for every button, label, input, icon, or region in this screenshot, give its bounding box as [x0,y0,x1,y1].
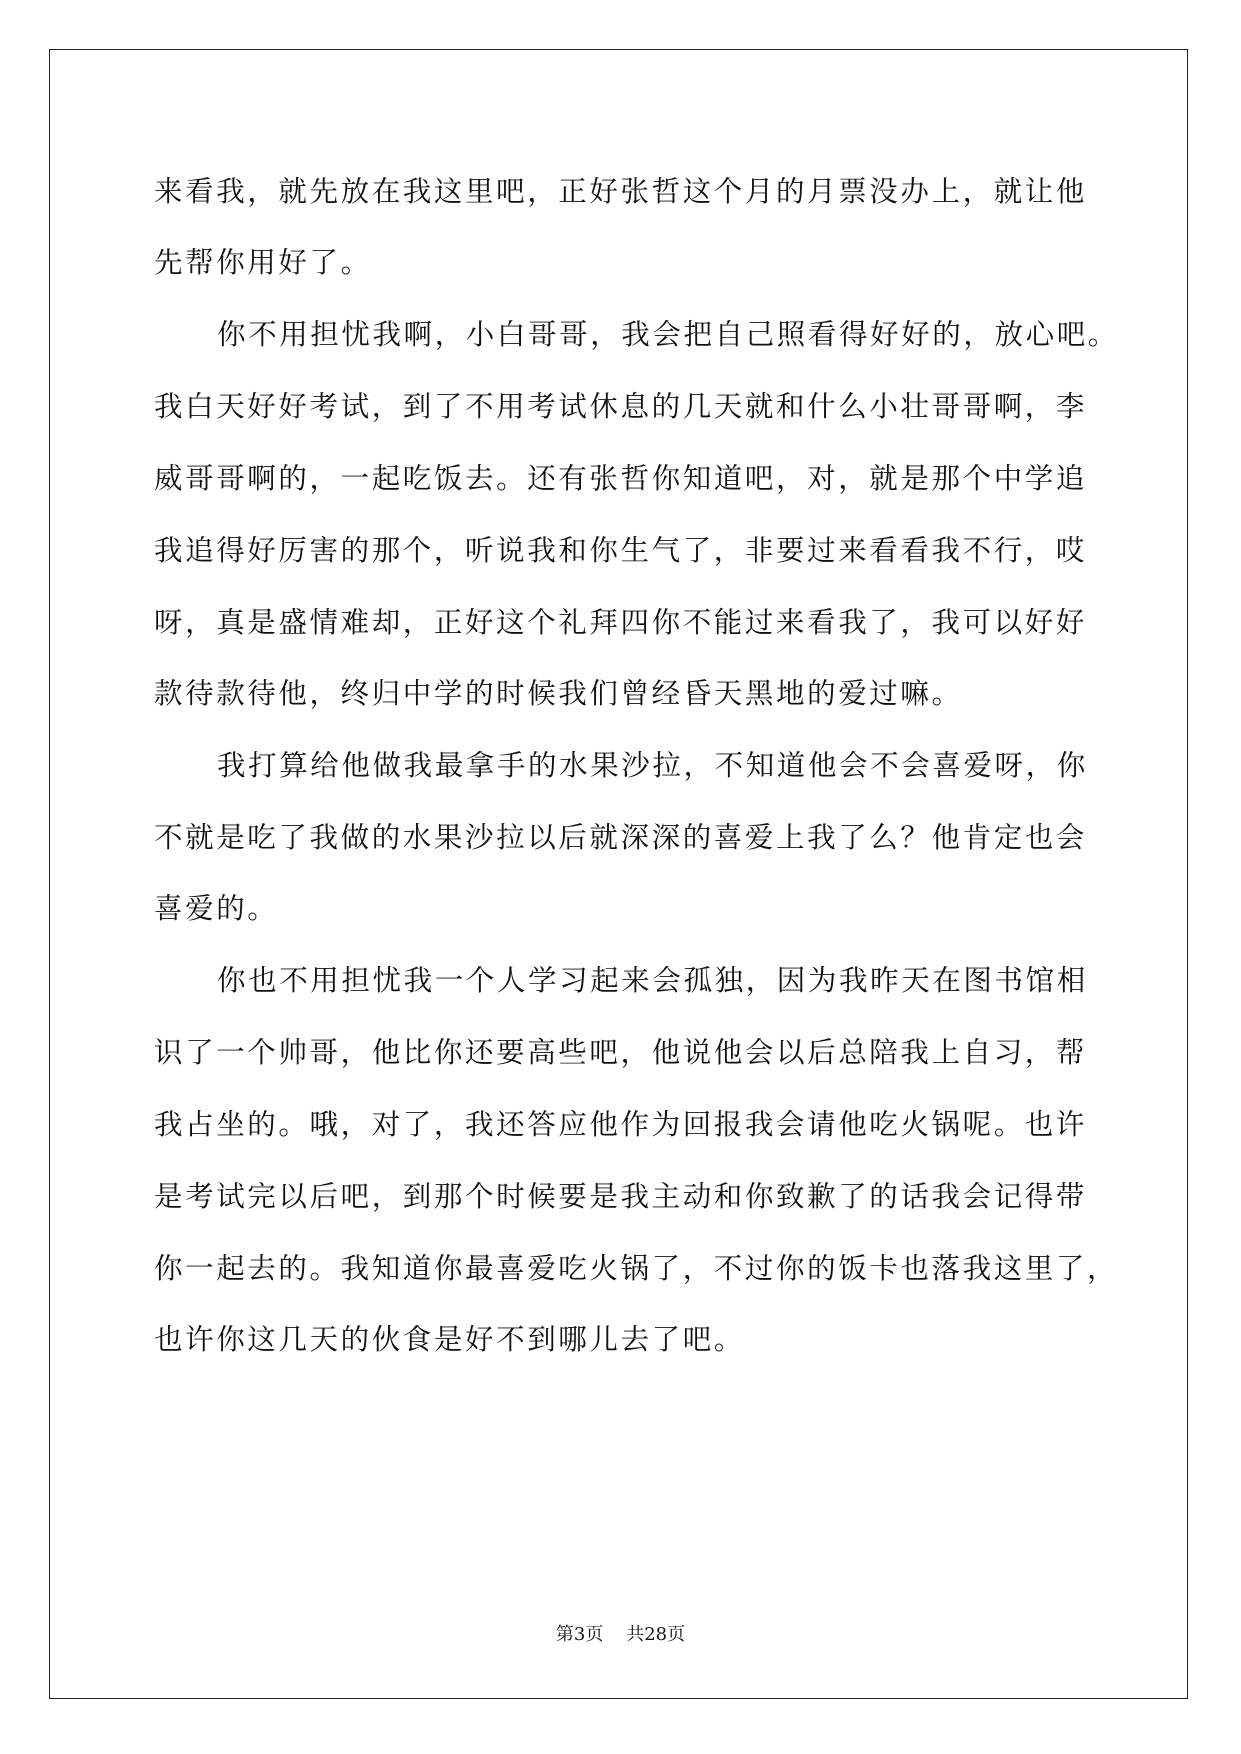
text-line: 我占坐的。哦，对了，我还答应他作为回报我会请他吃火锅呢。也许 [154,1108,1088,1141]
text-line: 先帮你用好了。 [154,246,372,279]
page-total: 共28页 [626,1624,686,1645]
text-line: 喜爱的。 [154,892,279,925]
text-line: 我白天好好考试，到了不用考试休息的几天就和什么小壮哥哥啊，李 [154,390,1088,423]
text-line: 款待款待他，终归中学的时候我们曾经昏天黑地的爱过嘛。 [154,677,963,710]
text-line: 来看我，就先放在我这里吧，正好张哲这个月的月票没办上，就让他 [154,175,1088,208]
text-line: 识了一个帅哥，他比你还要高些吧，他说他会以后总陪我上自习，帮 [154,1036,1088,1069]
text-line: 不就是吃了我做的水果沙拉以后就深深的喜爱上我了么？他肯定也会 [154,821,1088,854]
page-footer [0,1623,1241,1647]
text-line: 我追得好厉害的那个，听说我和你生气了，非要过来看看我不行，哎 [154,534,1088,567]
text-line: 呀，真是盛情难却，正好这个礼拜四你不能过来看我了，我可以好好 [154,606,1088,639]
text-line: 威哥哥啊的，一起吃饭去。还有张哲你知道吧，对，就是那个中学追 [154,462,1088,495]
text-line: 你一起去的。我知道你最喜爱吃火锅了，不过你的饭卡也落我这里了， [154,1252,1119,1285]
paragraph-first-line: 我打算给他做我最拿手的水果沙拉，不知道他会不会喜爱呀，你 [217,749,1088,782]
paragraph-first-line: 你也不用担忧我一个人学习起来会孤独，因为我昨天在图书馆相 [217,964,1088,997]
text-line: 也许你这几天的伙食是好不到哪儿去了吧。 [154,1323,745,1356]
paragraph-first-line: 你不用担忧我啊，小白哥哥，我会把自己照看得好好的，放心吧。 [217,318,1119,351]
page-border [49,49,1188,1699]
page-number: 第3页 [555,1624,604,1645]
text-line: 是考试完以后吧，到那个时候要是我主动和你致歉了的话我会记得带 [154,1180,1088,1213]
